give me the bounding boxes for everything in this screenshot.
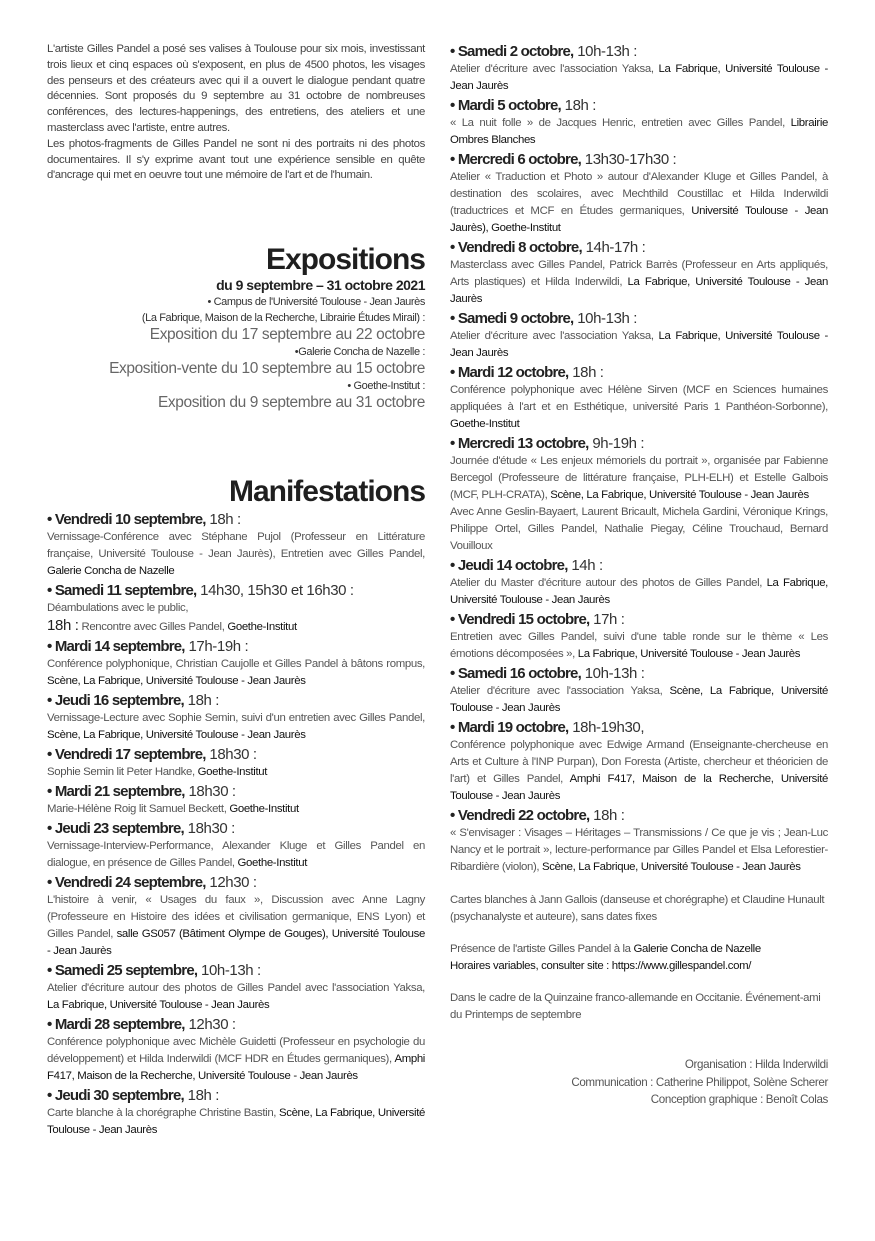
- note-cartes-blanches: Cartes blanches à Jann Gallois (danseuse et chorégraphe) et Claudine Hunault (psychanalyste et auteure), sans dates fixes: [450, 894, 825, 923]
- event-heading: [450, 556, 828, 575]
- event-time: 18h30 :: [205, 746, 257, 764]
- event-heading: [47, 691, 425, 710]
- event-heading: [47, 637, 425, 656]
- event-venue: Galerie Concha de Nazelle: [47, 565, 175, 578]
- event-description: [47, 710, 425, 744]
- event-time: 18h :: [568, 364, 604, 381]
- event-venue: Amphi F417, Maison de la Recherche, Université Toulouse - Jean Jaurès: [450, 773, 829, 802]
- event-heading: [450, 363, 828, 382]
- event-description: [47, 1034, 425, 1085]
- event-extra-line: [47, 617, 425, 636]
- event-heading: [47, 961, 425, 980]
- event-date: • Vendredi 8 octobre,: [450, 239, 582, 256]
- event-description: [47, 1105, 425, 1139]
- event-venue: Scène, La Fabrique, Université Toulouse - Jean Jaurès: [550, 489, 809, 501]
- expo-period-galerie: Exposition-vente du 10 septembre au 15 octobre: [109, 360, 425, 378]
- event-time: 18h30 :: [183, 820, 235, 838]
- event-item: [47, 745, 425, 781]
- event-description: [450, 453, 828, 504]
- event-heading: [450, 806, 828, 825]
- event-description: [450, 575, 828, 609]
- event-item: [450, 610, 828, 663]
- event-item: [450, 363, 828, 433]
- event-date: • Mardi 19 octobre,: [450, 719, 569, 736]
- horaires-link[interactable]: Horaires variables, consulter site : https://www.gillespandel.com/: [450, 960, 752, 972]
- event-heading: [47, 782, 425, 801]
- event-time: 14h :: [567, 557, 603, 574]
- event-venue: La Fabrique, Université Toulouse - Jean Jaurès: [47, 999, 270, 1012]
- event-heading: [450, 434, 828, 453]
- event-description: [450, 115, 828, 149]
- note-presence: [450, 941, 828, 975]
- event-item: [450, 96, 828, 149]
- event-description: [450, 737, 828, 805]
- presence-venue: Galerie Concha de Nazelle: [633, 943, 761, 955]
- event-venue: La Fabrique, Université Toulouse - Jean Jaurès: [577, 648, 801, 660]
- event-time: 18h-19h30,: [568, 719, 645, 736]
- left-column: [47, 42, 425, 1140]
- event-text: Atelier d'écriture avec l'association Yaksa,: [450, 63, 659, 75]
- event-description: [450, 257, 828, 308]
- event-date: • Mardi 14 septembre,: [47, 638, 185, 656]
- event-venue: Goethe-Institut: [229, 803, 299, 816]
- event-description: [450, 169, 828, 237]
- event-date: • Mercredi 6 octobre,: [450, 151, 581, 168]
- event-date: • Mardi 28 septembre,: [47, 1016, 185, 1034]
- event-time: 18h :: [589, 807, 625, 824]
- event-time: 18h :: [560, 97, 597, 114]
- event-text: Conférence polyphonique avec Hélène Sirven (MCF en Sciences humaines appliquées à l'art et en Esthétique, université Paris 1 Panthéon-Sorbonne),: [450, 384, 828, 413]
- event-date: • Samedi 16 octobre,: [450, 665, 581, 682]
- event-heading: [450, 150, 828, 169]
- event-item: [47, 637, 425, 690]
- right-events-list: [450, 42, 828, 876]
- event-venue: La Fabrique, Université Toulouse - Jean Jaurès: [450, 63, 828, 92]
- event-description: [450, 683, 828, 717]
- event-item: [450, 434, 828, 555]
- event-text: Conférence polyphonique avec Edwige Armand (Enseignante-chercheuse en Arts et Culture à l'INP Purpan), Don Foresta (Artiste, chercheur et théoricien de l'art) et Gilles Pandel,: [450, 739, 828, 785]
- event-venue: Scène, La Fabrique, Université Toulouse - Jean Jaurès: [450, 685, 829, 714]
- event-venue: Scène, La Fabrique, Université Toulouse - Jean Jaurès: [542, 861, 801, 873]
- event-date: • Jeudi 16 septembre,: [47, 692, 184, 710]
- event-venue: La Fabrique, Université Toulouse - Jean Jaurès: [450, 276, 828, 305]
- event-description: [47, 892, 425, 960]
- manifestations-title: Manifestations: [228, 475, 425, 509]
- event-text: Carte blanche à la chorégraphe Christine Bastin,: [47, 1107, 279, 1120]
- event-text: « La nuit folle » de Jacques Henric, entretien avec Gilles Pandel,: [450, 117, 791, 129]
- event-item: [450, 42, 828, 95]
- event-date: • Vendredi 22 octobre,: [450, 807, 590, 824]
- event-heading: [450, 238, 828, 257]
- event-item: [450, 556, 828, 609]
- expositions-dates: du 9 septembre – 31 octobre 2021: [216, 277, 425, 294]
- event-item: [47, 1086, 425, 1139]
- event-date: • Samedi 9 octobre,: [450, 310, 574, 327]
- event-text: Atelier d'écriture avec l'association Yaksa,: [450, 685, 670, 697]
- event-item: [47, 782, 425, 818]
- event-description: [47, 980, 425, 1014]
- event-date: • Vendredi 17 septembre,: [47, 746, 206, 764]
- event-time: 13h30-17h30 :: [581, 151, 677, 168]
- right-column: [450, 42, 828, 1109]
- event-heading: [450, 309, 828, 328]
- event-description: [450, 382, 828, 433]
- event-text: Atelier d'écriture avec l'association Yaksa,: [450, 330, 659, 342]
- intro-paragraph-1: L'artiste Gilles Pandel a posé ses valises à Toulouse pour six mois, investissant trois lieux et cinq espaces où s'exposent, en plus de 4500 photos, les visages des penseurs et des créateurs avec qui il a ouvert le dialogue pendant quatre décennies. Sont proposés du 9 septembre au 31 octobre de nombreuses conférences, des lectures-happenings, des entretiens, des ateliers et une masterclass avec l'artiste, entre autres.: [47, 43, 425, 134]
- event-time: 12h30 :: [184, 1016, 236, 1034]
- event-venue: Goethe-Institut: [197, 766, 268, 779]
- event-description: [450, 825, 828, 876]
- event-heading: [450, 96, 828, 115]
- event-time: 10h-13h :: [197, 962, 261, 980]
- event-participants: Avec Anne Geslin-Bayaert, Laurent Bricault, Michela Gardini, Véronique Krings, Philippe Ortel, Gilles Pandel, Nathalie Piegay, Céline Trouchaud, Bernard Vouilloux: [450, 506, 828, 552]
- event-time: 18h :: [183, 692, 219, 710]
- event-date: • Vendredi 24 septembre,: [47, 874, 206, 892]
- event-item: [450, 309, 828, 362]
- event-text: Entretien avec Gilles Pandel, suivi d'une table ronde sur le thème « Les émotions décomposées »,: [450, 631, 828, 660]
- event-time: 18h :: [183, 1087, 219, 1105]
- expo-period-campus: Exposition du 17 septembre au 22 octobre: [149, 326, 425, 344]
- left-events-list: [47, 510, 425, 1139]
- event-description: [47, 838, 425, 872]
- event-time: 14h-17h :: [581, 239, 646, 256]
- event-venue: Scène, La Fabrique, Université Toulouse - Jean Jaurès: [47, 1107, 425, 1137]
- event-date: • Samedi 2 octobre,: [450, 43, 574, 60]
- intro-text: [47, 42, 425, 184]
- event-time: 17h :: [589, 611, 625, 628]
- event-text: Conférence polyphonique avec Michèle Guidetti (Professeur en psychologie du développement) et Hilda Inderwildi (MCF HDR en Études germaniques),: [47, 1036, 425, 1066]
- event-venue: Librairie Ombres Blanches: [450, 117, 828, 146]
- expo-venue-galerie: •Galerie Concha de Nazelle :: [294, 346, 425, 359]
- event-venue: La Fabrique, Université Toulouse - Jean Jaurès: [450, 577, 828, 606]
- event-time: 17h-19h :: [184, 638, 249, 656]
- event-time: 18h30 :: [184, 783, 236, 801]
- event-date: • Mercredi 13 octobre,: [450, 435, 589, 452]
- event-text: Vernissage-Interview-Performance, Alexander Kluge et Gilles Pandel en dialogue, en présence de Gilles Pandel,: [47, 840, 425, 870]
- event-description: [47, 529, 425, 580]
- event-time: 10h-13h :: [580, 665, 645, 682]
- event-text: Masterclass avec Gilles Pandel, Patrick Barrès (Professeur en Arts appliqués, Arts plastiques) et Hilda Inderwildi,: [450, 259, 828, 288]
- event-text: L'histoire à venir, « Usages du faux », Discussion avec Anne Lagny (Professeure en Histoire des idées et civilisation germanique, ENS Lyon) et Gilles Pandel,: [47, 894, 425, 941]
- expo-period-goethe: Exposition du 9 septembre au 31 octobre: [157, 394, 425, 412]
- event-venue: Goethe-Institut: [450, 418, 520, 430]
- event-extra-time: 18h :: [47, 617, 79, 635]
- expositions-section: [47, 244, 425, 412]
- event-date: • Mardi 12 octobre,: [450, 364, 569, 381]
- event-text: « S'envisager : Visages – Héritages – Transmissions / Ce que je vis ; Jean-Luc Nancy et le portrait », lecture-performance par Gilles Pandel et Elsa Leforestier-Ribardière (violon),: [450, 827, 828, 873]
- credit-communication: Communication : Catherine Philippot, Solène Scherer: [571, 1075, 828, 1089]
- event-text: Vernissage-Lecture avec Sophie Semin, suivi d'un entretien avec Gilles Pandel,: [47, 712, 425, 725]
- event-item: [47, 873, 425, 960]
- event-description: [47, 764, 425, 781]
- notes-section: [450, 892, 828, 1024]
- event-time: 14h30, 15h30 et 16h30 :: [196, 582, 354, 600]
- expo-venue-campus: • Campus de l'Université Toulouse - Jean Jaurès: [207, 296, 425, 309]
- note-cadre: Dans le cadre de la Quinzaine franco-allemande en Occitanie. Événement-ami du Printemps de septembre: [450, 992, 821, 1021]
- event-date: • Samedi 11 septembre,: [47, 582, 197, 600]
- event-heading: [450, 610, 828, 629]
- event-heading: [47, 581, 425, 600]
- credits-section: [450, 1056, 828, 1109]
- event-heading: [47, 1086, 425, 1105]
- event-description: [450, 61, 828, 95]
- event-date: • Jeudi 23 septembre,: [47, 820, 184, 838]
- event-item: [450, 238, 828, 308]
- event-text: Atelier « Traduction et Photo » autour d'Alexander Kluge et Gilles Pandel, à destination des scolaires, avec Mechthild Coustillac et Hilda Inderwildi (traductrices et MCF en Études germaniques,: [450, 171, 828, 217]
- event-item: [47, 510, 425, 580]
- event-description: [450, 328, 828, 362]
- event-venue: Scène, La Fabrique, Université Toulouse - Jean Jaurès: [47, 675, 306, 688]
- event-item: [47, 819, 425, 872]
- event-heading: [47, 873, 425, 892]
- event-text: Déambulations avec le public,: [47, 602, 189, 615]
- event-text: Sophie Semin lit Peter Handke,: [47, 766, 198, 779]
- event-item: [450, 806, 828, 876]
- manifestations-header: [47, 476, 425, 508]
- credit-conception: Conception graphique : Benoît Colas: [650, 1093, 828, 1106]
- expositions-title: Expositions: [265, 243, 425, 277]
- event-text: Atelier du Master d'écriture autour des photos de Gilles Pandel,: [450, 577, 767, 589]
- event-heading: [47, 1015, 425, 1034]
- event-item: [47, 1015, 425, 1085]
- event-text: Journée d'étude « Les enjeux mémoriels du portrait », organisée par Fabienne Bercegol (Professeure de littérature française, PLH-ELH) et Estelle Galbois (MCF, PLH-CRATA),: [450, 455, 828, 501]
- event-date: • Mardi 5 octobre,: [450, 97, 561, 114]
- event-venue: Goethe-Institut: [237, 857, 308, 870]
- event-time: 12h30 :: [205, 874, 257, 892]
- event-description: [47, 656, 425, 690]
- event-time: 10h-13h :: [573, 310, 637, 327]
- event-description: [47, 600, 425, 617]
- event-time: 18h :: [205, 511, 241, 529]
- event-description: [47, 801, 425, 818]
- event-venue: Amphi F417, Maison de la Recherche, Université Toulouse - Jean Jaurès: [47, 1053, 425, 1083]
- event-date: • Jeudi 30 septembre,: [47, 1087, 184, 1105]
- credit-organisation: Organisation : Hilda Inderwildi: [684, 1058, 828, 1071]
- event-text: Atelier d'écriture autour des photos de Gilles Pandel avec l'association Yaksa,: [47, 982, 425, 995]
- event-item: [47, 961, 425, 1014]
- event-heading: [47, 510, 425, 529]
- event-venue: salle GS057 (Bâtiment Olympe de Gouges), Université Toulouse - Jean Jaurès: [47, 928, 425, 958]
- event-time: 10h-13h :: [573, 43, 637, 60]
- event-date: • Samedi 25 septembre,: [47, 962, 198, 980]
- event-venue: Goethe-Institut: [227, 621, 297, 634]
- event-heading: [450, 718, 828, 737]
- event-date: • Vendredi 15 octobre,: [450, 611, 590, 628]
- event-extra-text: Rencontre avec Gilles Pandel,: [78, 621, 228, 634]
- expo-venue-campus-detail: (La Fabrique, Maison de la Recherche, Librairie Études Mirail) :: [141, 312, 425, 325]
- event-heading: [47, 819, 425, 838]
- event-text: Conférence polyphonique, Christian Caujolle et Gilles Pandel à bâtons rompus,: [47, 658, 425, 671]
- event-item: [450, 718, 828, 805]
- event-venue: La Fabrique, Université Toulouse - Jean Jaurès: [450, 330, 828, 359]
- event-item: [47, 581, 425, 636]
- event-date: • Jeudi 14 octobre,: [450, 557, 568, 574]
- event-date: • Vendredi 10 septembre,: [47, 511, 206, 529]
- event-venue: Université Toulouse - Jean Jaurès), Goethe-Institut: [450, 205, 829, 234]
- intro-paragraph-2: Les photos-fragments de Gilles Pandel ne sont ni des portraits ni des photos documentaires. Il s'y exprime avant tout une expérience sensible en quête d'ancrage qui met en oeuvre tout une mémoire de l'art et de l'humain.: [47, 137, 425, 182]
- event-heading: [450, 42, 828, 61]
- event-venue: Scène, La Fabrique, Université Toulouse - Jean Jaurès: [47, 729, 306, 742]
- event-item: [450, 664, 828, 717]
- event-time: 9h-19h :: [588, 435, 645, 452]
- event-text: Vernissage-Conférence avec Stéphane Pujol (Professeur en Littérature française, Université Toulouse - Jean Jaurès), Entretien avec Gilles Pandel,: [47, 531, 425, 561]
- event-text: Marie-Hélène Roig lit Samuel Beckett,: [47, 803, 230, 816]
- presence-text: Présence de l'artiste Gilles Pandel à la: [450, 943, 634, 955]
- event-description: [450, 629, 828, 663]
- event-date: • Mardi 21 septembre,: [47, 783, 185, 801]
- event-heading: [450, 664, 828, 683]
- event-heading: [47, 745, 425, 764]
- event-item: [450, 150, 828, 237]
- event-item: [47, 691, 425, 744]
- expo-venue-goethe: • Goethe-Institut :: [347, 380, 425, 393]
